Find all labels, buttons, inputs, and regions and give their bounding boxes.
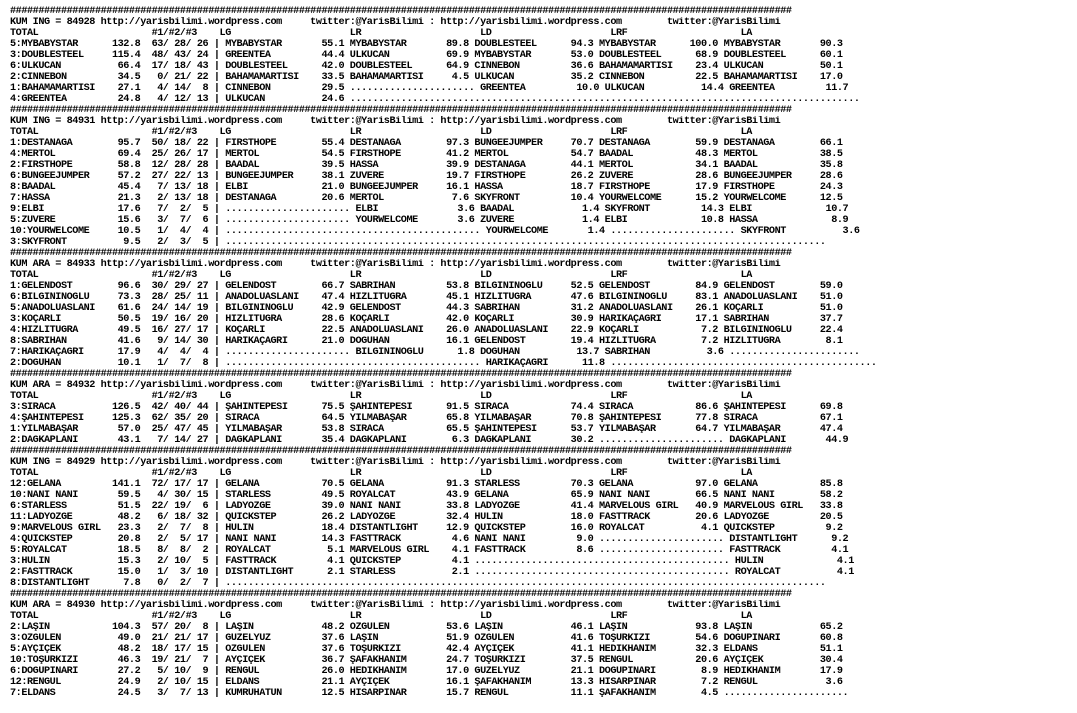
column-header-line: TOTAL #1/#2/#3 LG LR LD LRF LA [10,391,752,402]
column-header-line: TOTAL #1/#2/#3 LG LR LD LRF LA [10,127,752,138]
result-row: 6:DOĞUPINARI 27.2 5/ 10/ 9 | RENGÜL 26.0 HEDİKHANIM 17.0 GÜZELYÜZ 21.1 DOĞUPINARI 8.9 HEDİKHANIM 17.9 [10,666,843,677]
race-header-line: KUM ARA = 84932 http://yarisbilimi.wordpress.com twitter:@YarisBilimi : http://yarisbilimi.wordpress.com twitter:@YarisBilimi [10,380,781,391]
result-row: 5:ROYALCAT 18.5 8/ 8/ 2 | ROYALCAT 5.1 MARVELOUS GIRL 4.1 FASTTRACK 8.6 ...................... FASTTRACK 4.1 [10,545,849,556]
race-header-line: KUM ING = 84931 http://yarisbilimi.wordpress.com twitter:@YarisBilimi : http://yarisbilimi.wordpress.com twitter:@YarisBilimi [10,116,781,127]
race-header-line: KUM ING = 84928 http://yarisbilimi.wordpress.com twitter:@YarisBilimi : http://yarisbilimi.wordpress.com twitter:@YarisBilimi [10,17,781,28]
column-header-line: TOTAL #1/#2/#3 LG LR LD LRF LA [10,468,752,479]
result-row: 11:LADYÖZGE 48.2 6/ 18/ 32 | QUICKSTEP 26.2 LADYÖZGE 32.4 HULİN 18.0 FASTTRACK 20.6 LADYÖZGE 20.5 [10,512,843,523]
result-row: 3:SKYFRONT 9.5 2/ 3/ 5 | .......................................................................................................... [10,237,826,248]
race-header-line: KUM ING = 84929 http://yarisbilimi.wordpress.com twitter:@YarisBilimi : http://yarisbilimi.wordpress.com twitter:@YarisBilimi [10,457,781,468]
column-header-line: TOTAL #1/#2/#3 LG LR LD LRF LA [10,28,752,39]
result-row: 5:ZUVERE 15.6 3/ 7/ 6 | ...................... YOURWELCOME 3.6 ZUVERE 1.4 ELBİ 10.8 HASSA 8.9 [10,215,849,226]
result-row: 8:BAADAL 45.4 7/ 13/ 18 | ELBİ 21.0 BUNGEEJUMPER 16.1 HASSA 18.7 FIRSTHOPE 17.9 FIRSTHOPE 24.3 [10,182,843,193]
result-row: 12:RENGÜL 24.9 2/ 10/ 15 | ELDANS 21.1 AYÇİÇEK 16.1 ŞAFAKHANIM 13.3 HİSARPINAR 7.2 RENGÜL 3.6 [10,677,843,688]
result-row: 9:MARVELOUS GIRL 23.3 2/ 7/ 8 | HULİN 18.4 DISTANTLIGHT 12.9 QUICKSTEP 16.0 ROYALCAT 4.1 QUICKSTEP 9.2 [10,523,843,534]
column-header-line: TOTAL #1/#2/#3 LG LR LD LRF LA [10,611,752,622]
result-row: 6:BİLGİNİNOĞLU 73.3 28/ 25/ 11 | ANADOLUASLANI 47.4 HIZLITUĞRA 45.1 HIZLITUĞRA 47.6 BİLGİNİNOĞLU 83.1 ANADOLUASLANI 51.0 [10,292,843,303]
race-stats-sheet [10,6,877,699]
result-row: 4:GREENTEA 24.8 4/ 12/ 13 | ÜLKÜCAN 24.6 .......................................................................................... [10,94,860,105]
result-row: 2:FIRSTHOPE 58.8 12/ 28/ 28 | BAADAL 39.5 HASSA 39.9 DESTANAGA 44.1 MERTOL 34.1 BAADAL 35.8 [10,160,843,171]
result-row: 1:DESTANAGA 95.7 50/ 18/ 22 | FIRSTHOPE 55.4 DESTANAGA 97.3 BUNGEEJUMPER 70.7 DESTANAGA 59.9 DESTANAGA 66.1 [10,138,843,149]
result-row: 3:KOÇARLI 50.5 19/ 16/ 20 | HIZLITUĞRA 28.6 KOÇARLI 42.0 KOÇARLI 30.9 HARİKAÇAĞRI 17.1 SABRİHAN 37.7 [10,314,843,325]
column-header-line: TOTAL #1/#2/#3 LG LR LD LRF LA [10,270,752,281]
result-row: 3:HULİN 15.3 2/ 10/ 5 | FASTTRACK 4.1 QUICKSTEP 4.1 ............................................. HULİN 4.1 [10,556,854,567]
result-row: 8:SABRİHAN 41.6 9/ 14/ 30 | HARİKAÇAĞRI 21.0 DOĞUHAN 16.1 GELENDOST 19.4 HIZLITUĞRA 7.2 HIZLITUĞRA 8.1 [10,336,843,347]
result-row: 3:ÖZGÜLEN 49.0 21/ 21/ 17 | GÜZELYÜZ 37.6 LAŞİN 51.9 ÖZGÜLEN 41.6 TOŞURKIZI 54.6 DOĞUPINARI 60.8 [10,633,843,644]
result-row: 4:QUICKSTEP 20.8 2/ 5/ 17 | NANİ NANİ 14.3 FASTTRACK 4.6 NANİ NANİ 9.0 ...................... DISTANTLIGHT 9.2 [10,534,849,545]
result-row: 2:CİNNEBON 34.5 0/ 21/ 22 | BAHAMAMARTISI 33.5 BAHAMAMARTISI 4.5 ÜLKÜCAN 35.2 CİNNEBON 22.5 BAHAMAMARTISI 17.0 [10,72,843,83]
separator-line: ########################################################################################################################################## [10,369,792,380]
result-row: 10:YOURWELCOME 10.5 1/ 4/ 4 | ............................................. YOURWELCOME 1.4 ...................... SKYFRONT 3.6 [10,226,860,237]
race-header-line: KUM ARA = 84930 http://yarisbilimi.wordpress.com twitter:@YarisBilimi : http://yarisbilimi.wordpress.com twitter:@YarisBilimi [10,600,781,611]
result-row: 1:YILMABAŞAR 57.0 25/ 47/ 45 | YILMABAŞAR 53.8 SIRACA 65.5 ŞAHİNTEPESİ 53.7 YILMABAŞAR 64.7 YILMABAŞAR 47.4 [10,424,843,435]
result-row: 8:DISTANTLIGHT 7.8 0/ 2/ 7 | .......................................................................................................... [10,578,826,589]
result-row: 6:STARLESS 51.5 22/ 19/ 6 | LADYÖZGE 39.0 NANİ NANİ 33.8 LADYÖZGE 41.4 MARVELOUS GIRL 40.9 MARVELOUS GIRL 33.8 [10,501,843,512]
result-row: 12:GELANA 141.1 72/ 17/ 17 | GELANA 70.5 GELANA 91.3 STARLESS 70.3 GELANA 97.0 GELANA 85.8 [10,479,843,490]
result-row: 10:NANİ NANİ 59.5 4/ 30/ 15 | STARLESS 49.5 ROYALCAT 43.9 GELANA 65.9 NANİ NANİ 66.5 NANİ NANİ 58.2 [10,490,843,501]
result-row: 6:ÜLKÜCAN 66.4 17/ 18/ 43 | DOUBLESTEEL 42.0 DOUBLESTEEL 64.9 CİNNEBON 36.6 BAHAMAMARTISI 23.4 ÜLKÜCAN 50.1 [10,61,843,72]
separator-line: ########################################################################################################################################## [10,248,792,259]
result-row: 6:BUNGEEJUMPER 57.2 27/ 22/ 13 | BUNGEEJUMPER 38.1 ZUVERE 19.7 FIRSTHOPE 26.2 ZUVERE 28.6 BUNGEEJUMPER 28.6 [10,171,843,182]
result-row: 5:MYBABYSTAR 132.8 63/ 28/ 26 | MYBABYSTAR 55.1 MYBABYSTAR 89.8 DOUBLESTEEL 94.3 MYBABYSTAR 100.0 MYBABYSTAR 90.3 [10,39,843,50]
result-row: 2:FASTTRACK 15.0 1/ 3/ 10 | DISTANTLIGHT 2.1 STARLESS 2.1 ............................................. ROYALCAT 4.1 [10,567,854,578]
result-row: 9:ELBİ 17.6 7/ 2/ 5 | ...................... ELBİ 3.6 BAADAL 1.4 SKYFRONT 14.3 ELBİ 10.7 [10,204,849,215]
result-row: 4:HIZLITUĞRA 49.5 16/ 27/ 17 | KOÇARLI 22.5 ANADOLUASLANI 26.0 ANADOLUASLANI 22.9 KOÇARLI 7.2 BİLGİNİNOĞLU 22.4 [10,325,843,336]
result-row: 7:HASSA 21.3 2/ 13/ 18 | DESTANAGA 20.6 MERTOL 7.6 SKYFRONT 10.4 YOURWELCOME 15.2 YOURWELCOME 12.5 [10,193,843,204]
result-row: 3:SIRACA 126.5 42/ 40/ 44 | ŞAHİNTEPESİ 75.5 ŞAHİNTEPESİ 91.5 SIRACA 74.4 SIRACA 86.6 ŞAHİNTEPESİ 69.8 [10,402,843,413]
result-row: 2:DAĞKAPLANI 43.1 7/ 14/ 27 | DAĞKAPLANI 35.4 DAĞKAPLANI 6.3 DAĞKAPLANI 30.2 ...................... DAĞKAPLANI 44.9 [10,435,849,446]
result-row: 1:GELENDOST 96.6 30/ 29/ 27 | GELENDOST 66.7 SABRİHAN 53.8 BİLGİNİNOĞLU 52.5 GELENDOST 84.9 GELENDOST 59.0 [10,281,843,292]
race-header-line: KUM ARA = 84933 http://yarisbilimi.wordpress.com twitter:@YarisBilimi : http://yarisbilimi.wordpress.com twitter:@YarisBilimi [10,259,781,270]
result-row: 10:TOŞURKIZI 46.3 19/ 21/ 7 | AYÇİÇEK 36.7 ŞAFAKHANIM 24.7 TOŞURKIZI 37.5 RENGÜL 20.6 AYÇİÇEK 30.4 [10,655,843,666]
result-row: 7:HARİKAÇAĞRI 17.9 4/ 4/ 4 | ...................... BİLGİNİNOĞLU 1.8 DOĞUHAN 13.7 SABRİHAN 3.6 ....................... [10,347,860,358]
result-row: 5:ANADOLUASLANI 61.6 24/ 14/ 19 | BİLGİNİNOĞLU 42.9 GELENDOST 44.3 SABRİHAN 31.2 ANADOLUASLANI 26.1 KOÇARLI 51.0 [10,303,843,314]
separator-line: ########################################################################################################################################## [10,589,792,600]
separator-line: ########################################################################################################################################## [10,6,792,17]
separator-line: ########################################################################################################################################## [10,446,792,457]
result-row: 4:ŞAHİNTEPESİ 125.3 62/ 35/ 20 | SIRACA 64.5 YILMABAŞAR 65.8 YILMABAŞAR 70.8 ŞAHİNTEPESİ 77.8 SIRACA 67.1 [10,413,843,424]
result-row: 7:ELDANS 24.5 3/ 7/ 13 | KUMRUHATUN 12.5 HİSARPINAR 15.7 RENGÜL 11.1 ŞAFAKHANIM 4.5 ...................... [10,688,849,699]
result-row: 5:AYÇİÇEK 48.2 18/ 17/ 15 | ÖZGÜLEN 37.6 TOŞURKIZI 42.4 AYÇİÇEK 41.1 HEDİKHANIM 32.3 ELDANS 51.1 [10,644,843,655]
separator-line: ########################################################################################################################################## [10,105,792,116]
result-row: 2:DOĞUHAN 10.1 1/ 7/ 8 | ............................................. HARİKAÇAĞRI 11.8 ............................................... [10,358,877,369]
result-row: 4:MERTOL 69.4 25/ 26/ 17 | MERTOL 54.5 FIRSTHOPE 41.2 MERTOL 54.7 BAADAL 48.3 MERTOL 38.5 [10,149,843,160]
result-row: 2:LAŞİN 104.3 57/ 20/ 8 | LAŞİN 48.2 ÖZGÜLEN 53.6 LAŞİN 46.1 LAŞİN 93.8 LAŞİN 65.2 [10,622,843,633]
result-row: 1:BAHAMAMARTISI 27.1 4/ 14/ 8 | CİNNEBON 29.5 ...................... GREENTEA 10.0 ÜLKÜCAN 14.4 GREENTEA 11.7 [10,83,849,94]
result-row: 3:DOUBLESTEEL 115.4 48/ 43/ 24 | GREENTEA 44.4 ÜLKÜCAN 69.9 MYBABYSTAR 53.0 DOUBLESTEEL 68.9 DOUBLESTEEL 60.1 [10,50,843,61]
